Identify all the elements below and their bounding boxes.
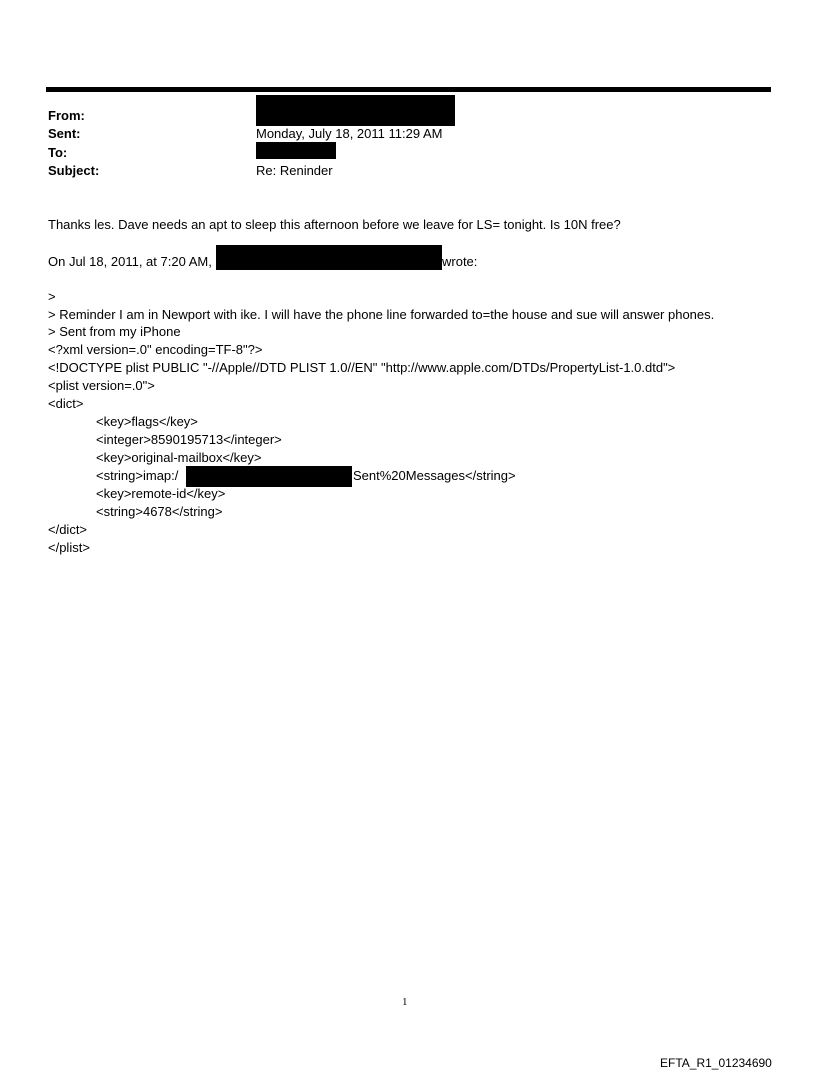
quote-intro-suffix: wrote: [442, 254, 478, 269]
quote-intro-prefix: On Jul 18, 2011, at 7:20 AM, [48, 254, 212, 269]
reply-text: Thanks les. Dave needs an apt to sleep this afternoon before we leave for LS= tonight. Is 10N free? [48, 217, 621, 232]
plist-line: <plist version=.0"> [48, 378, 155, 393]
quoted-line: > Sent from my iPhone [48, 324, 181, 339]
plist-line: <!DOCTYPE plist PUBLIC "-//Apple//DTD PLIST 1.0//EN" "http://www.apple.com/DTDs/PropertyList-1.0.dtd"> [48, 360, 676, 375]
closing-line: </plist> [48, 540, 90, 555]
dict-line: <key>remote-id</key> [96, 486, 226, 501]
dict-line: <integer>8590195713</integer> [96, 432, 282, 447]
from-label: From: [48, 108, 85, 123]
sent-label: Sent: [48, 126, 81, 141]
to-label: To: [48, 145, 68, 160]
dict-line: <key>flags</key> [96, 414, 198, 429]
dict-line: <key>original-mailbox</key> [96, 450, 262, 465]
closing-line: </dict> [48, 522, 88, 537]
bates-number: EFTA_R1_01234690 [660, 1056, 772, 1070]
subject-value: Re: Reninder [256, 163, 333, 178]
header-rule [46, 87, 771, 92]
redaction-sender [216, 245, 442, 270]
redaction-mailbox [186, 466, 352, 487]
dict-line: <string>4678</string> [96, 504, 223, 519]
redaction-to [256, 142, 336, 159]
quoted-line: > [48, 289, 56, 304]
page-number: 1 [402, 996, 408, 1008]
redaction-from [256, 95, 455, 126]
plist-line: <?xml version=.0" encoding=TF-8"?> [48, 342, 263, 357]
dict-line: Sent%20Messages</string> [353, 468, 516, 483]
sent-value: Monday, July 18, 2011 11:29 AM [256, 126, 443, 141]
dict-line: <string>imap:/ [96, 468, 179, 483]
quoted-line: > Reminder I am in Newport with ike. I will have the phone line forwarded to=the house and sue will answer phones. [48, 307, 715, 322]
subject-label: Subject: [48, 163, 100, 178]
plist-line: <dict> [48, 396, 84, 411]
